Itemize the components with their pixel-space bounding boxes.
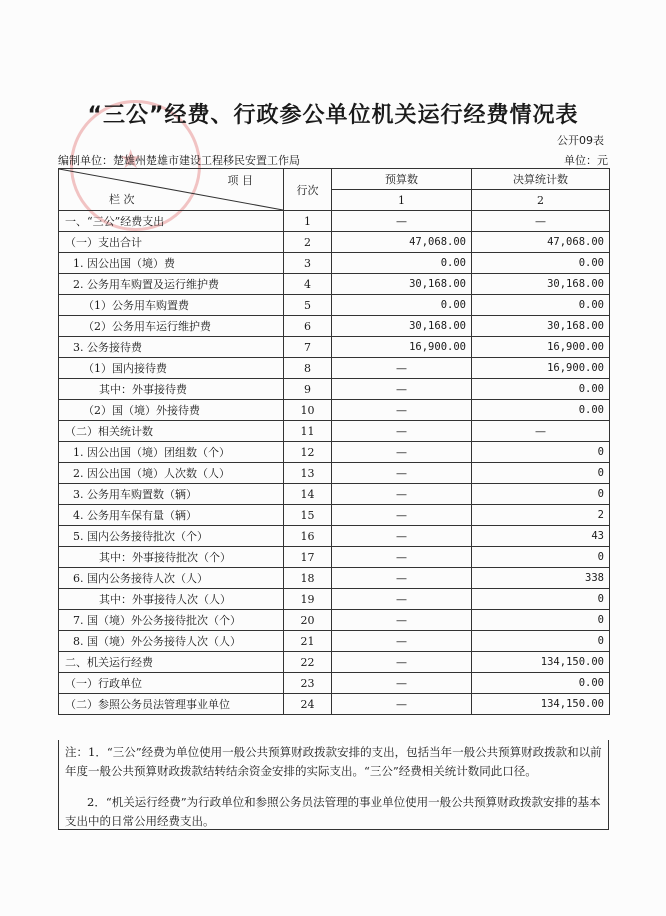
- row-final: 0: [472, 463, 610, 484]
- row-budget: —: [332, 589, 472, 610]
- row-budget: —: [332, 568, 472, 589]
- row-final: 2: [472, 505, 610, 526]
- row-seq: 9: [284, 379, 332, 400]
- table-row: [59, 484, 610, 505]
- note-2: 2．“机关运行经费”为行政单位和参照公务员法管理的事业单位使用一般公共预算财政拨款安排的基本支出中的日常公用经费支出。: [65, 795, 601, 828]
- row-final: 0.00: [472, 295, 610, 316]
- row-seq: 19: [284, 589, 332, 610]
- row-seq: 23: [284, 673, 332, 694]
- row-item: 二、机关运行经费: [59, 652, 284, 673]
- table-row: [59, 232, 610, 253]
- table-row: [59, 547, 610, 568]
- expense-table: [58, 168, 610, 715]
- table-row: [59, 253, 610, 274]
- row-budget: —: [332, 547, 472, 568]
- row-budget: 47,068.00: [332, 232, 472, 253]
- row-final: 0: [472, 631, 610, 652]
- row-seq: 15: [284, 505, 332, 526]
- row-final: 0.00: [472, 673, 610, 694]
- row-item: 3. 公务接待费: [59, 337, 284, 358]
- row-budget: —: [332, 505, 472, 526]
- row-final: 0.00: [472, 400, 610, 421]
- table-row: [59, 631, 610, 652]
- row-item: （2）国（境）外接待费: [59, 400, 284, 421]
- row-budget: —: [332, 400, 472, 421]
- row-final: 0.00: [472, 379, 610, 400]
- row-item: 其中：外事接待费: [59, 379, 284, 400]
- row-item: 1. 因公出国（境）团组数（个）: [59, 442, 284, 463]
- row-item: 4. 公务用车保有量（辆）: [59, 505, 284, 526]
- row-budget: —: [332, 652, 472, 673]
- compiling-unit: 编制单位：楚雄州楚雄市建设工程移民安置工作局: [58, 154, 300, 167]
- row-final: 0.00: [472, 253, 610, 274]
- page-title: “三公”经费、行政参公单位机关运行经费情况表: [87, 103, 579, 128]
- row-budget: —: [332, 358, 472, 379]
- row-final: 43: [472, 526, 610, 547]
- row-budget: —: [332, 379, 472, 400]
- row-budget: 16,900.00: [332, 337, 472, 358]
- row-final: 0: [472, 442, 610, 463]
- row-budget: 0.00: [332, 295, 472, 316]
- row-seq: 16: [284, 526, 332, 547]
- row-seq: 2: [284, 232, 332, 253]
- row-budget: —: [332, 610, 472, 631]
- notes-section: [58, 740, 609, 830]
- row-seq: 20: [284, 610, 332, 631]
- row-budget: —: [332, 631, 472, 652]
- row-final: 0: [472, 589, 610, 610]
- row-final: 0: [472, 547, 610, 568]
- row-item: 2. 公务用车购置及运行维护费: [59, 274, 284, 295]
- table-row: [59, 379, 610, 400]
- row-seq: 22: [284, 652, 332, 673]
- row-final: —: [472, 421, 610, 442]
- header-col-1: 1: [332, 190, 472, 211]
- row-seq: 13: [284, 463, 332, 484]
- row-seq: 14: [284, 484, 332, 505]
- table-row: [59, 295, 610, 316]
- row-item: 5. 国内公务接待批次（个）: [59, 526, 284, 547]
- table-row: [59, 694, 610, 715]
- table-row: [59, 358, 610, 379]
- row-seq: 11: [284, 421, 332, 442]
- row-item: 一、“三公”经费支出: [59, 211, 284, 232]
- row-seq: 12: [284, 442, 332, 463]
- row-budget: —: [332, 211, 472, 232]
- row-seq: 8: [284, 358, 332, 379]
- table-row: [59, 505, 610, 526]
- table-row: [59, 442, 610, 463]
- row-budget: —: [332, 463, 472, 484]
- form-code: 公开09表: [557, 134, 604, 147]
- table-row: [59, 652, 610, 673]
- row-item: 8. 国（境）外公务接待人次（人）: [59, 631, 284, 652]
- table-row: [59, 421, 610, 442]
- table-body: [59, 211, 610, 715]
- row-seq: 7: [284, 337, 332, 358]
- header-final: 决算统计数: [472, 169, 610, 190]
- row-item: （一）行政单位: [59, 673, 284, 694]
- table-row: [59, 211, 610, 232]
- row-final: 134,150.00: [472, 652, 610, 673]
- row-item: （2）公务用车运行维护费: [59, 316, 284, 337]
- table-row: [59, 568, 610, 589]
- header-seq: 行次: [284, 169, 332, 211]
- row-final: 30,168.00: [472, 316, 610, 337]
- row-budget: 30,168.00: [332, 274, 472, 295]
- row-final: 0: [472, 610, 610, 631]
- table-row: [59, 274, 610, 295]
- row-budget: 30,168.00: [332, 316, 472, 337]
- row-final: 16,900.00: [472, 337, 610, 358]
- row-budget: —: [332, 673, 472, 694]
- table-row: [59, 526, 610, 547]
- header-budget: 预算数: [332, 169, 472, 190]
- row-budget: —: [332, 694, 472, 715]
- row-seq: 3: [284, 253, 332, 274]
- row-item: 其中：外事接待人次（人）: [59, 589, 284, 610]
- table-row: [59, 337, 610, 358]
- row-final: 0: [472, 484, 610, 505]
- table-header-row: [59, 169, 610, 190]
- row-seq: 5: [284, 295, 332, 316]
- header-item-label: 项 目: [227, 174, 253, 187]
- row-final: 338: [472, 568, 610, 589]
- table-row: [59, 316, 610, 337]
- row-item: （一）支出合计: [59, 232, 284, 253]
- note-1: 注：1．“三公”经费为单位使用一般公共预算财政拨款安排的支出，包括当年一般公共预算财政拨款和以前年度一般公共预算财政拨款结转结余资金安排的实际支出。“三公”经费相关统计数同此口径。: [65, 745, 602, 778]
- row-item: （1）国内接待费: [59, 358, 284, 379]
- row-item: 7. 国（境）外公务接待批次（个）: [59, 610, 284, 631]
- row-budget: —: [332, 442, 472, 463]
- row-seq: 17: [284, 547, 332, 568]
- header-col-2: 2: [472, 190, 610, 211]
- row-seq: 10: [284, 400, 332, 421]
- table-row: [59, 463, 610, 484]
- table-row: [59, 673, 610, 694]
- row-seq: 24: [284, 694, 332, 715]
- currency-unit: 单位：元: [564, 154, 608, 167]
- row-final: 30,168.00: [472, 274, 610, 295]
- row-budget: —: [332, 421, 472, 442]
- row-seq: 1: [284, 211, 332, 232]
- row-item: 其中：外事接待批次（个）: [59, 547, 284, 568]
- table-row: [59, 610, 610, 631]
- row-item: （二）相关统计数: [59, 421, 284, 442]
- row-budget: 0.00: [332, 253, 472, 274]
- row-budget: —: [332, 526, 472, 547]
- row-final: 134,150.00: [472, 694, 610, 715]
- row-seq: 4: [284, 274, 332, 295]
- row-item: 1. 因公出国（境）费: [59, 253, 284, 274]
- row-seq: 21: [284, 631, 332, 652]
- header-column-label: 栏 次: [109, 193, 135, 206]
- row-final: 47,068.00: [472, 232, 610, 253]
- row-item: 2. 因公出国（境）人次数（人）: [59, 463, 284, 484]
- row-item: 3. 公务用车购置数（辆）: [59, 484, 284, 505]
- row-item: 6. 国内公务接待人次（人）: [59, 568, 284, 589]
- row-seq: 6: [284, 316, 332, 337]
- table-row: [59, 589, 610, 610]
- row-final: 16,900.00: [472, 358, 610, 379]
- row-item: （1）公务用车购置费: [59, 295, 284, 316]
- row-final: —: [472, 211, 610, 232]
- header-item-cell: [59, 169, 284, 211]
- row-budget: —: [332, 484, 472, 505]
- row-seq: 18: [284, 568, 332, 589]
- table-row: [59, 400, 610, 421]
- row-item: （二）参照公务员法管理事业单位: [59, 694, 284, 715]
